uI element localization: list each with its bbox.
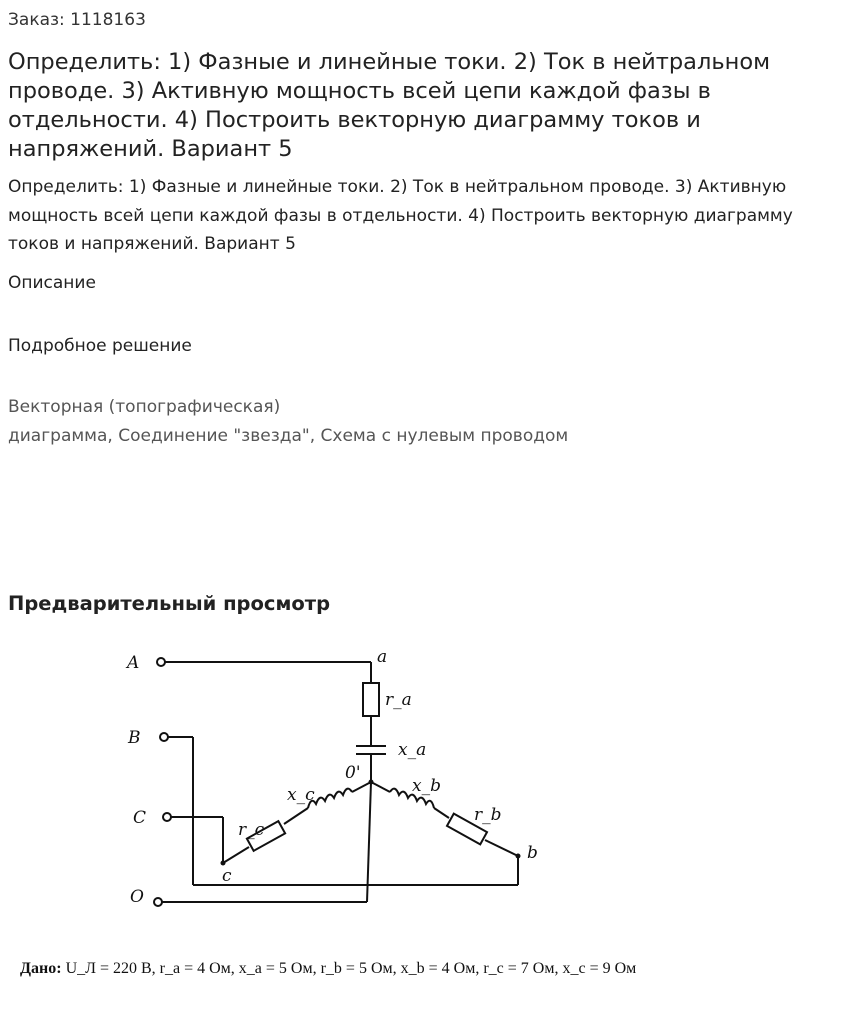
label-O: O [130, 887, 144, 907]
label-rb: r_b [474, 805, 502, 825]
given-values: U_Л = 220 В, r_a = 4 Ом, x_a = 5 Ом, r_b = 5 Ом, x_b = 4 Ом, r_c = 7 Ом, x_c = 9 Ом [65, 960, 637, 977]
label-xb: x_b [412, 776, 441, 796]
node-b: b [527, 843, 538, 863]
task-description: Определить: 1) Фазные и линейные токи. 2) Ток в нейтральном проводе. 3) Активную мощность всей цепи каждой фазы в отдельности. 4) Построить векторную диаграмму токов и напряжений. Вариант 5 [8, 177, 793, 254]
label-C: C [133, 808, 147, 828]
node-c: c [222, 866, 232, 886]
circuit-diagram [0, 630, 847, 950]
terminal-o-circle [154, 898, 162, 906]
label-rc: r_c [238, 820, 265, 840]
given-data [20, 960, 636, 978]
label-B: B [128, 728, 141, 748]
solution-label: Подробное решение [8, 336, 192, 356]
label-A: A [127, 653, 140, 673]
node-zero: 0' [345, 763, 361, 783]
node-a: a [377, 647, 388, 667]
resistor-ra [363, 683, 379, 716]
order-number: Заказ: 1118163 [8, 10, 146, 30]
tags-line-1: Векторная (топографическая) [8, 397, 281, 417]
tags [8, 393, 568, 451]
tags-line-2: диаграмма, Соединение "звезда", Схема с нулевым проводом [8, 426, 569, 446]
label-xa: x_a [398, 740, 427, 760]
preview-heading: Предварительный просмотр [8, 592, 331, 615]
terminal-c-circle [163, 813, 171, 821]
terminal-b-circle [160, 733, 168, 741]
page-title: Определить: 1) Фазные и линейные токи. 2) Ток в нейтральном проводе. 3) Активную мощность всей цепи каждой фазы в отдельности. 4) Построить векторную диаграмму токов и напряжений. Вариант 5 [8, 49, 771, 162]
given-label: Дано: [20, 960, 62, 977]
description-label: Описание [8, 273, 96, 293]
label-ra: r_a [385, 690, 412, 710]
terminal-a-circle [157, 658, 165, 666]
label-xc: x_c [287, 785, 315, 805]
